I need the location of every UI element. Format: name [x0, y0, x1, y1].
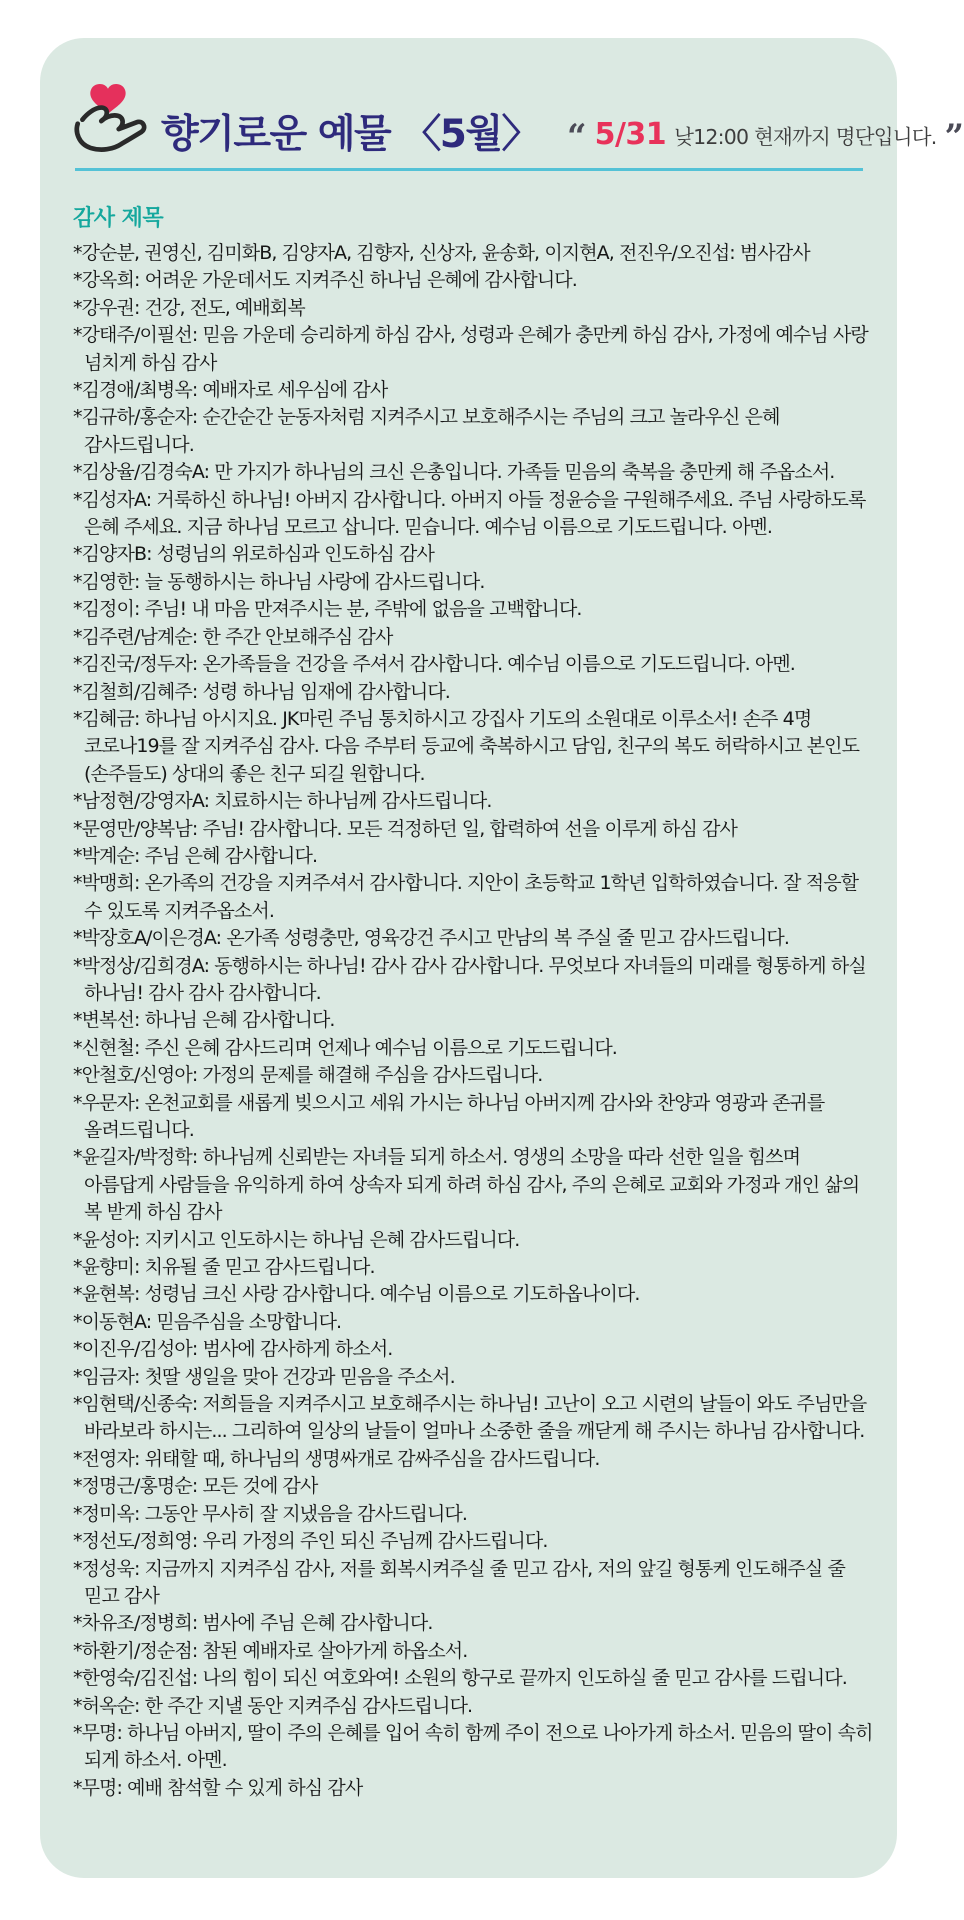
thanks-entry: *김주련/남계순: 한 주간 안보해주심 감사	[73, 625, 393, 648]
thanks-entry: *신현철: 주신 은혜 감사드리며 언제나 예수님 이름으로 기도드립니다.	[73, 1036, 617, 1059]
thanks-entry: *김정이: 주님! 내 마음 만져주시는 분, 주밖에 없음을 고백합니다.	[73, 598, 582, 621]
quote-note: 낮12:00 현재까지 명단입니다.	[674, 125, 937, 149]
thanks-entry: *강태주/이필선: 믿음 가운데 승리하게 하심 감사, 성령과 은혜가 충만케 하심 감사, 가정에 예수님 사랑 넘치게 하심 감사	[73, 324, 868, 374]
thanks-entry: *정성욱: 지금까지 지켜주심 감사, 저를 회복시켜주실 줄 믿고 감사, 저의 앞길 형통케 인도해주실 줄 믿고 감사	[73, 1557, 845, 1607]
thanks-entry: *강옥희: 어려운 가운데서도 지켜주신 하나님 은혜에 감사합니다.	[73, 269, 577, 292]
thanks-entry: *윤길자/박정학: 하나님께 신뢰받는 자녀들 되게 하소서. 영생의 소망을 따라 선한 일을 힘쓰며 아름답게 사람들을 유익하게 하여 상속자 되게 하려 하심 감사, 주의 은혜로 교회와 가정과 개인 삶의 복 받게 하심 감사	[73, 1146, 860, 1224]
thanks-entry: *박맹희: 온가족의 건강을 지켜주셔서 감사합니다. 지안이 초등학교 1학년 입학하였습니다. 잘 적응할 수 있도록 지켜주옵소서.	[73, 872, 859, 922]
thanks-entry: *박정상/김희경A: 동행하시는 하나님! 감사 감사 감사합니다. 무엇보다 자녀들의 미래를 형통하게 하실 하나님! 감사 감사 감사합니다.	[73, 954, 866, 1004]
thanks-entry: *문영만/양복남: 주님! 감사합니다. 모든 걱정하던 일, 합력하여 선을 이루게 하심 감사	[73, 817, 737, 840]
thanks-entry: *김경애/최병옥: 예배자로 세우심에 감사	[73, 379, 388, 402]
thanks-entry: *이진우/김성아: 범사에 감사하게 하소서.	[73, 1338, 393, 1361]
thanks-entry: *윤현복: 성령님 크신 사랑 감사합니다. 예수님 이름으로 기도하옵나이다.	[73, 1283, 640, 1306]
close-quote-icon: ”	[944, 117, 964, 157]
section-heading: 감사 제목	[73, 206, 164, 231]
thanks-entry: *김성자A: 거룩하신 하나님! 아버지 감사합니다. 아버지 아들 정윤승을 구원해주세요. 주님 사랑하도록 은혜 주세요. 지금 하나님 모르고 삽니다. 믿습니다. 예수님 이름으로 기도드립니다. 아멘.	[73, 488, 866, 539]
card-header	[73, 64, 964, 166]
thanks-entry: *강순분, 권영신, 김미화B, 김양자A, 김향자, 신상자, 윤송화, 이지현A, 전진우/오진섭: 범사감사	[73, 242, 810, 264]
header-divider	[75, 168, 863, 171]
open-quote-icon: “	[567, 117, 587, 157]
thanks-entry: *김철희/김혜주: 성령 하나님 임재에 감사합니다.	[73, 680, 450, 703]
thanks-entry: *변복선: 하나님 은혜 감사합니다.	[73, 1009, 335, 1032]
thanks-entry: *임금자: 첫딸 생일을 맞아 건강과 믿음을 주소서.	[73, 1365, 455, 1388]
thanks-entry: *김양자B: 성령님의 위로하심과 인도하심 감사	[73, 543, 434, 566]
quote-date: 5/31	[594, 117, 667, 152]
header-quote	[567, 117, 964, 157]
thanks-entry: *임현택/신종숙: 저희들을 지켜주시고 보호해주시는 하나님! 고난이 오고 시련의 날들이 와도 주님만을 바라보라 하시는... 그리하여 일상의 날들이 얼마나 소중한 줄을 깨닫게 해 주시는 하나님 감사합니다.	[73, 1393, 867, 1443]
thanks-entry: *김영한: 늘 동행하시는 하나님 사랑에 감사드립니다.	[73, 570, 485, 593]
thanks-entry: *박계순: 주님 은혜 감사합니다.	[73, 844, 318, 867]
thanks-entry: *강우권: 건강, 전도, 예배회복	[73, 296, 305, 319]
thanks-entry: *김상율/김경숙A: 만 가지가 하나님의 크신 은총입니다. 가족들 믿음의 축복을 충만케 해 주옵소서.	[73, 461, 835, 484]
thanks-entry: *윤성아: 지키시고 인도하시는 하나님 은혜 감사드립니다.	[73, 1228, 520, 1251]
page-title: 향기로운 예물 〈5월〉	[161, 112, 540, 158]
thanks-entry: *남정현/강영자A: 치료하시는 하나님께 감사드립니다.	[73, 790, 492, 813]
thanks-entry: *이동현A: 믿음주심을 소망합니다.	[73, 1310, 342, 1333]
thanks-entry: *차유조/정병희: 범사에 주님 은혜 감사합니다.	[73, 1612, 433, 1635]
thanks-entry: *무명: 하나님 아버지, 딸이 주의 은혜를 입어 속히 함께 주이 전으로 나아가게 하소서. 믿음의 딸이 속히 되게 하소서. 아멘.	[73, 1721, 873, 1772]
thanks-entry: *허옥순: 한 주간 지낼 동안 지켜주심 감사드립니다.	[73, 1694, 473, 1717]
hand-heart-icon	[73, 78, 147, 156]
thanks-entry: *우문자: 온천교회를 새롭게 빚으시고 세워 가시는 하나님 아버지께 감사와 찬양과 영광과 존귀를 올려드립니다.	[73, 1091, 825, 1141]
thanks-entry: *김혜금: 하나님 아시지요. JK마린 주님 통치하시고 강집사 기도의 소원대로 이루소서! 손주 4명 코로나19를 잘 지켜주심 감사. 다음 주부터 등교에 축복하시고 담임, 친구의 복도 허락하시고 본인도(손주들도) 상대의 좋은 친구 되길 원합니다.	[73, 707, 860, 785]
thanks-list	[73, 240, 875, 1802]
thanks-entry: *무명: 예배 참석할 수 있게 하심 감사	[73, 1776, 363, 1799]
thanks-entry: *윤향미: 치유될 줄 믿고 감사드립니다.	[73, 1256, 375, 1279]
thanks-entry: *정명근/홍명순: 모든 것에 감사	[73, 1475, 318, 1498]
thanks-entry: *한영숙/김진섭: 나의 힘이 되신 여호와여! 소원의 항구로 끝까지 인도하실 줄 믿고 감사를 드립니다.	[73, 1667, 847, 1690]
thanks-entry: *정미옥: 그동안 무사히 잘 지냈음을 감사드립니다.	[73, 1502, 468, 1525]
thanks-entry: *하환기/정순점: 참된 예배자로 살아가게 하옵소서.	[73, 1639, 468, 1662]
thanks-entry: *안철호/신영아: 가정의 문제를 해결해 주심을 감사드립니다.	[73, 1064, 543, 1087]
hand-shape	[77, 108, 144, 150]
thanks-entry: *정선도/정희영: 우리 가정의 주인 되신 주님께 감사드립니다.	[73, 1530, 548, 1553]
thanks-entry: *박장호A/이은경A: 온가족 성령충만, 영육강건 주시고 만남의 복 주실 줄 믿고 감사드립니다.	[73, 927, 790, 950]
thanks-entry: *김진국/정두자: 온가족들을 건강을 주셔서 감사합니다. 예수님 이름으로 기도드립니다. 아멘.	[73, 653, 795, 676]
offering-card	[40, 38, 964, 1878]
thanks-entry: *김규하/홍순자: 순간순간 눈동자처럼 지켜주시고 보호해주시는 주님의 크고 놀라우신 은혜 감사드립니다.	[73, 406, 780, 456]
thanks-entry: *전영자: 위태할 때, 하나님의 생명싸개로 감싸주심을 감사드립니다.	[73, 1447, 600, 1470]
